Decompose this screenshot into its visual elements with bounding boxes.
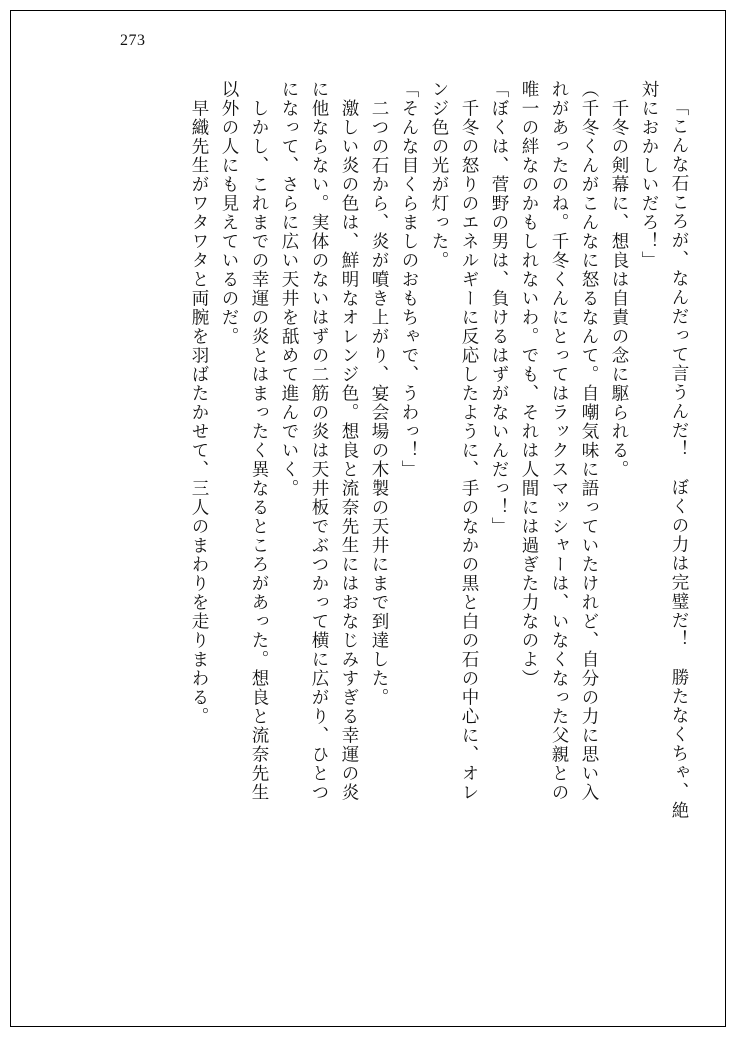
text-line: 千冬の怒りのエネルギーに反応したように、手のなかの黒と白の石の中心に、オレ (460, 80, 480, 802)
text-line: 対におかしいだろ！」 (640, 80, 660, 270)
page-number: 273 (120, 32, 146, 49)
text-line: 「ぼくは、菅野の男は、負けるはずがないんだっ！」 (490, 80, 510, 536)
text-line: 「そんな目くらましのおもちゃで、うわっ！」 (400, 80, 420, 479)
text-line: 「こんな石ころが、なんだって言うんだ！ ぼくの力は完璧だ！ 勝たなくちゃ、絶 (670, 98, 690, 820)
text-line: になって、さらに広い天井を舐めて進んでいく。 (280, 80, 300, 498)
text-line: 早織先生がワタワタと両腕を羽ばたかせて、三人のまわりを走りまわる。 (190, 80, 210, 726)
text-line: に他ならない。実体のないはずの二筋の炎は天井板でぶつかって横に広がり、ひとつ (310, 80, 330, 802)
text-line: 以外の人にも見えているのだ。 (220, 80, 240, 346)
text-line: 二つの石から、炎が噴き上がり、宴会場の木製の天井にまで到達した。 (370, 80, 390, 707)
text-line: 唯一の絆なのかもしれないわ。でも、それは人間には過ぎた力なのよ） (520, 80, 540, 688)
text-line: れがあったのね。千冬くんにとってはラックスマッシャーは、いなくなった父親との (550, 80, 570, 802)
text-line: しかし、これまでの幸運の炎とはまったく異なるところがあった。想良と流奈先生 (250, 80, 270, 802)
text-line: 激しい炎の色は、鮮明なオレンジ色。想良と流奈先生にはおなじみすぎる幸運の炎 (340, 80, 360, 802)
text-line: （千冬くんがこんなに怒るなんて。自嘲気味に語っていたけれど、自分の力に思い入 (580, 80, 600, 802)
vertical-text-body (48, 80, 688, 940)
text-line: ンジ色の光が灯った。 (430, 80, 450, 270)
text-line: 千冬の剣幕に、想良は自責の念に駆られる。 (610, 80, 630, 479)
